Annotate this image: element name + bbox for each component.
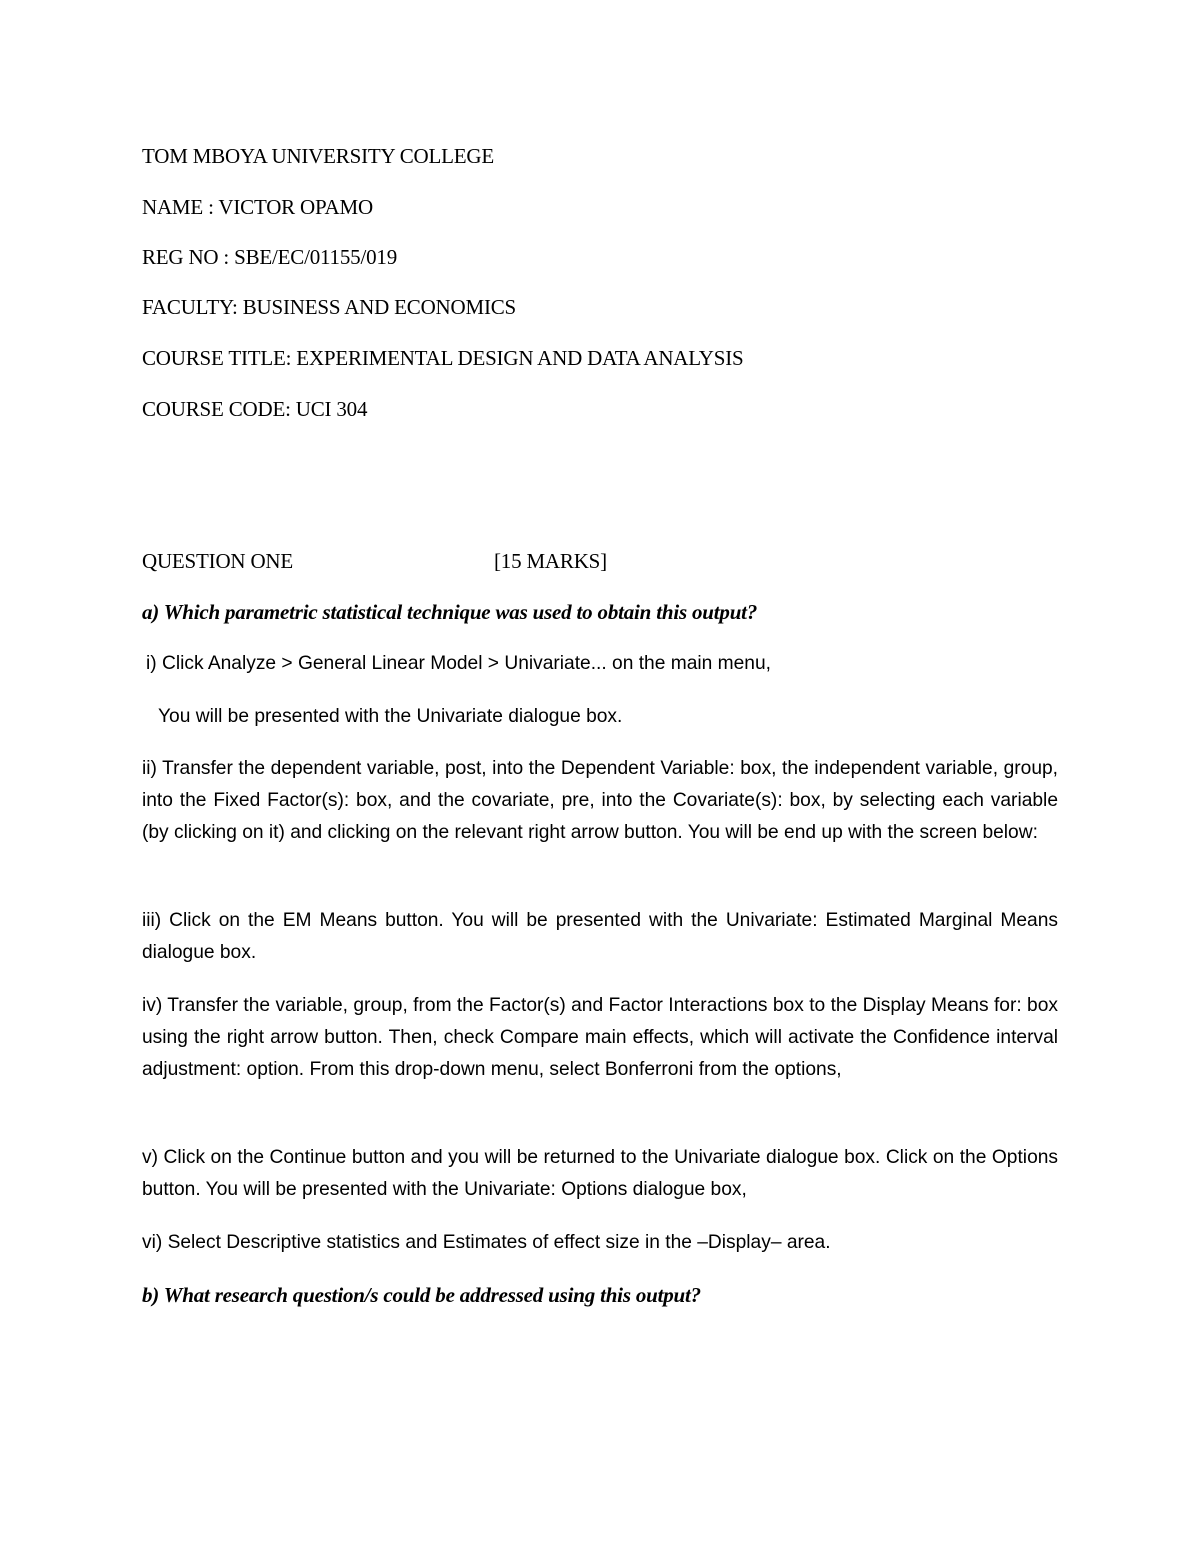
step-1: i) Click Analyze > General Linear Model > Univariate... on the main menu, (146, 653, 771, 674)
course-code: COURSE CODE: UCI 304 (142, 397, 368, 421)
question-heading (142, 549, 842, 575)
course-title: COURSE TITLE: EXPERIMENTAL DESIGN AND DATA ANALYSIS (142, 346, 744, 370)
step-3: iii) Click on the EM Means button. You will be presented with the Univariate: Estimated Marginal Means dialogue box. (142, 910, 1058, 963)
faculty: FACULTY: BUSINESS AND ECONOMICS (142, 295, 517, 319)
registration-number: REG NO : SBE/EC/01155/019 (142, 245, 397, 269)
question-marks: [15 MARKS] (494, 549, 607, 573)
step-4: iv) Transfer the variable, group, from the Factor(s) and Factor Interactions box to the Display Means for: box using the right arrow button. Then, check Compare main effects, which will activate the Confidence interval adjustment: option. From this drop-down menu, select Bonferroni from the options, (142, 995, 1058, 1080)
step-1-note: You will be presented with the Univariate dialogue box. (158, 706, 623, 727)
student-name: NAME : VICTOR OPAMO (142, 195, 373, 219)
question-part-a: a) Which parametric statistical technique was used to obtain this output? (142, 600, 758, 624)
step-6: vi) Select Descriptive statistics and Estimates of effect size in the –Display– area. (142, 1232, 831, 1253)
college-name: TOM MBOYA UNIVERSITY COLLEGE (142, 144, 494, 168)
question-part-b: b) What research question/s could be addressed using this output? (142, 1283, 701, 1307)
step-2: ii) Transfer the dependent variable, post, into the Dependent Variable: box, the independent variable, group, into the Fixed Factor(s): box, and the covariate, pre, into the Covariate(s): box, by selecting each variable (by clicking on it) and clicking on the relevant right arrow button. You will be end up with the screen below: (142, 758, 1058, 843)
step-5: v) Click on the Continue button and you will be returned to the Univariate dialogue box. Click on the Options button. You will be presented with the Univariate: Options dialogue box, (142, 1147, 1058, 1200)
question-title: QUESTION ONE (142, 549, 293, 573)
